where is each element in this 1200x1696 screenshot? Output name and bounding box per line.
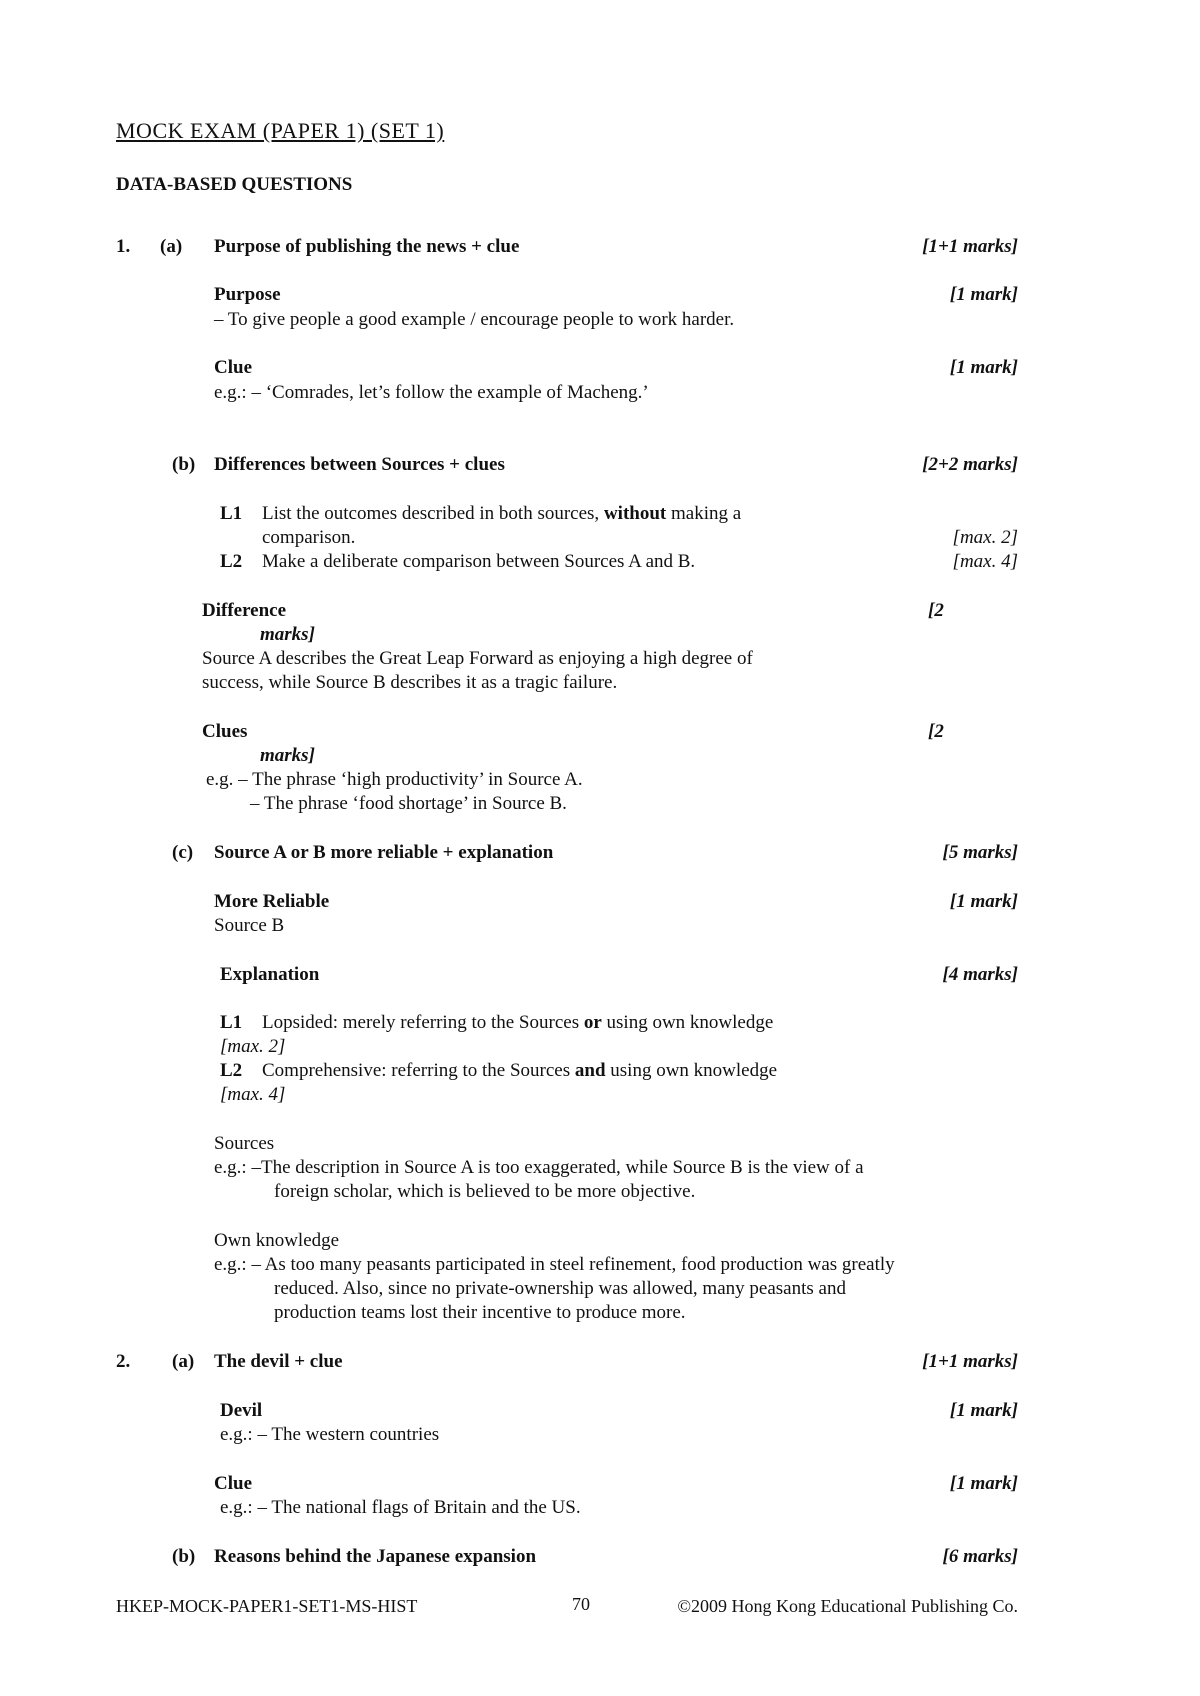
part-heading: Reasons behind the Japanese expansion bbox=[214, 1546, 537, 1567]
level-max: [max. 4] bbox=[220, 1084, 286, 1105]
answer-text: reduced. Also, since no private-ownership was allowed, many peasants and bbox=[274, 1278, 846, 1299]
footer-copyright: ©2009 Hong Kong Educational Publishing Co. bbox=[677, 1596, 1018, 1616]
answer-text: e.g.: – The national flags of Britain and the US. bbox=[220, 1497, 581, 1518]
subheading-more-reliable: More Reliable bbox=[214, 891, 330, 912]
answer-text: production teams lost their incentive to produce more. bbox=[274, 1302, 686, 1323]
answer-text: success, while Source B describes it as a tragic failure. bbox=[202, 672, 618, 693]
part-label: (c) bbox=[172, 842, 194, 863]
section-heading: DATA-BASED QUESTIONS bbox=[116, 174, 353, 195]
subheading-clues: Clues bbox=[202, 721, 248, 742]
answer-text: e.g.: – ‘Comrades, let’s follow the example of Macheng.’ bbox=[214, 382, 649, 403]
subheading-clue: Clue bbox=[214, 1473, 252, 1494]
answer-text: e.g.: – As too many peasants participated in steel refinement, food production was greatly bbox=[214, 1254, 895, 1275]
answer-text: e.g.: –The description in Source A is too exaggerated, while Source B is the view of a bbox=[214, 1157, 864, 1178]
answer-text: foreign scholar, which is believed to be more objective. bbox=[274, 1181, 696, 1202]
question-number: 2. bbox=[116, 1351, 131, 1372]
part-marks: [6 marks] bbox=[942, 1546, 1018, 1567]
answer-text: – The phrase ‘food shortage’ in Source B. bbox=[250, 793, 567, 814]
answer-text: Source B bbox=[214, 915, 285, 936]
subheading-marks: [1 mark] bbox=[949, 1473, 1018, 1494]
answer-text: e.g. – The phrase ‘high productivity’ in Source A. bbox=[206, 769, 583, 790]
subheading-difference: Difference bbox=[202, 600, 287, 621]
part-heading: Source A or B more reliable + explanation bbox=[214, 842, 554, 863]
level-description: Lopsided: merely referring to the Sources or using own knowledge bbox=[262, 1012, 774, 1033]
part-label: (a) bbox=[172, 1351, 195, 1372]
subheading-explanation: Explanation bbox=[220, 964, 320, 985]
part-label: (b) bbox=[172, 454, 196, 475]
footer-document-code: HKEP-MOCK-PAPER1-SET1-MS-HIST bbox=[116, 1596, 418, 1616]
subheading-marks: marks] bbox=[260, 624, 315, 645]
subheading-devil: Devil bbox=[220, 1400, 263, 1421]
part-heading: Differences between Sources + clues bbox=[214, 454, 505, 475]
subheading-marks: [1 mark] bbox=[949, 284, 1018, 305]
page-title: MOCK EXAM (PAPER 1) (SET 1) bbox=[116, 118, 445, 143]
level-label: L2 bbox=[220, 1060, 243, 1081]
part-marks: [1+1 marks] bbox=[922, 236, 1018, 257]
part-marks: [2+2 marks] bbox=[922, 454, 1018, 475]
page-number: 70 bbox=[572, 1594, 590, 1614]
subheading-marks: [1 mark] bbox=[949, 1400, 1018, 1421]
subheading-clue: Clue bbox=[214, 357, 252, 378]
level-description: Make a deliberate comparison between Sources A and B. bbox=[262, 551, 696, 572]
level-description: comparison. bbox=[262, 527, 356, 548]
level-max: [max. 4] bbox=[952, 551, 1018, 572]
subheading-marks: [2 bbox=[928, 600, 944, 621]
question-number: 1. bbox=[116, 236, 131, 257]
part-heading: Purpose of publishing the news + clue bbox=[214, 236, 520, 257]
part-marks: [5 marks] bbox=[942, 842, 1018, 863]
subheading-own-knowledge: Own knowledge bbox=[214, 1230, 340, 1251]
answer-text: e.g.: – The western countries bbox=[220, 1424, 440, 1445]
answer-text: – To give people a good example / encourage people to work harder. bbox=[214, 309, 735, 330]
subheading-marks: [1 mark] bbox=[949, 891, 1018, 912]
level-description: List the outcomes described in both sources, without making a bbox=[262, 503, 742, 524]
subheading-purpose: Purpose bbox=[214, 284, 281, 305]
part-label: (b) bbox=[172, 1546, 196, 1567]
answer-text: Source A describes the Great Leap Forward as enjoying a high degree of bbox=[202, 648, 753, 669]
level-description: Comprehensive: referring to the Sources and using own knowledge bbox=[262, 1060, 778, 1081]
subheading-marks: [2 bbox=[928, 721, 944, 742]
subheading-marks: marks] bbox=[260, 745, 315, 766]
level-max: [max. 2] bbox=[220, 1036, 286, 1057]
part-label: (a) bbox=[160, 236, 183, 257]
level-max: [max. 2] bbox=[952, 527, 1018, 548]
level-label: L1 bbox=[220, 1012, 243, 1033]
part-marks: [1+1 marks] bbox=[922, 1351, 1018, 1372]
subheading-sources: Sources bbox=[214, 1133, 275, 1154]
level-label: L1 bbox=[220, 503, 243, 524]
subheading-marks: [4 marks] bbox=[942, 964, 1018, 985]
level-label: L2 bbox=[220, 551, 243, 572]
subheading-marks: [1 mark] bbox=[949, 357, 1018, 378]
part-heading: The devil + clue bbox=[214, 1351, 343, 1372]
